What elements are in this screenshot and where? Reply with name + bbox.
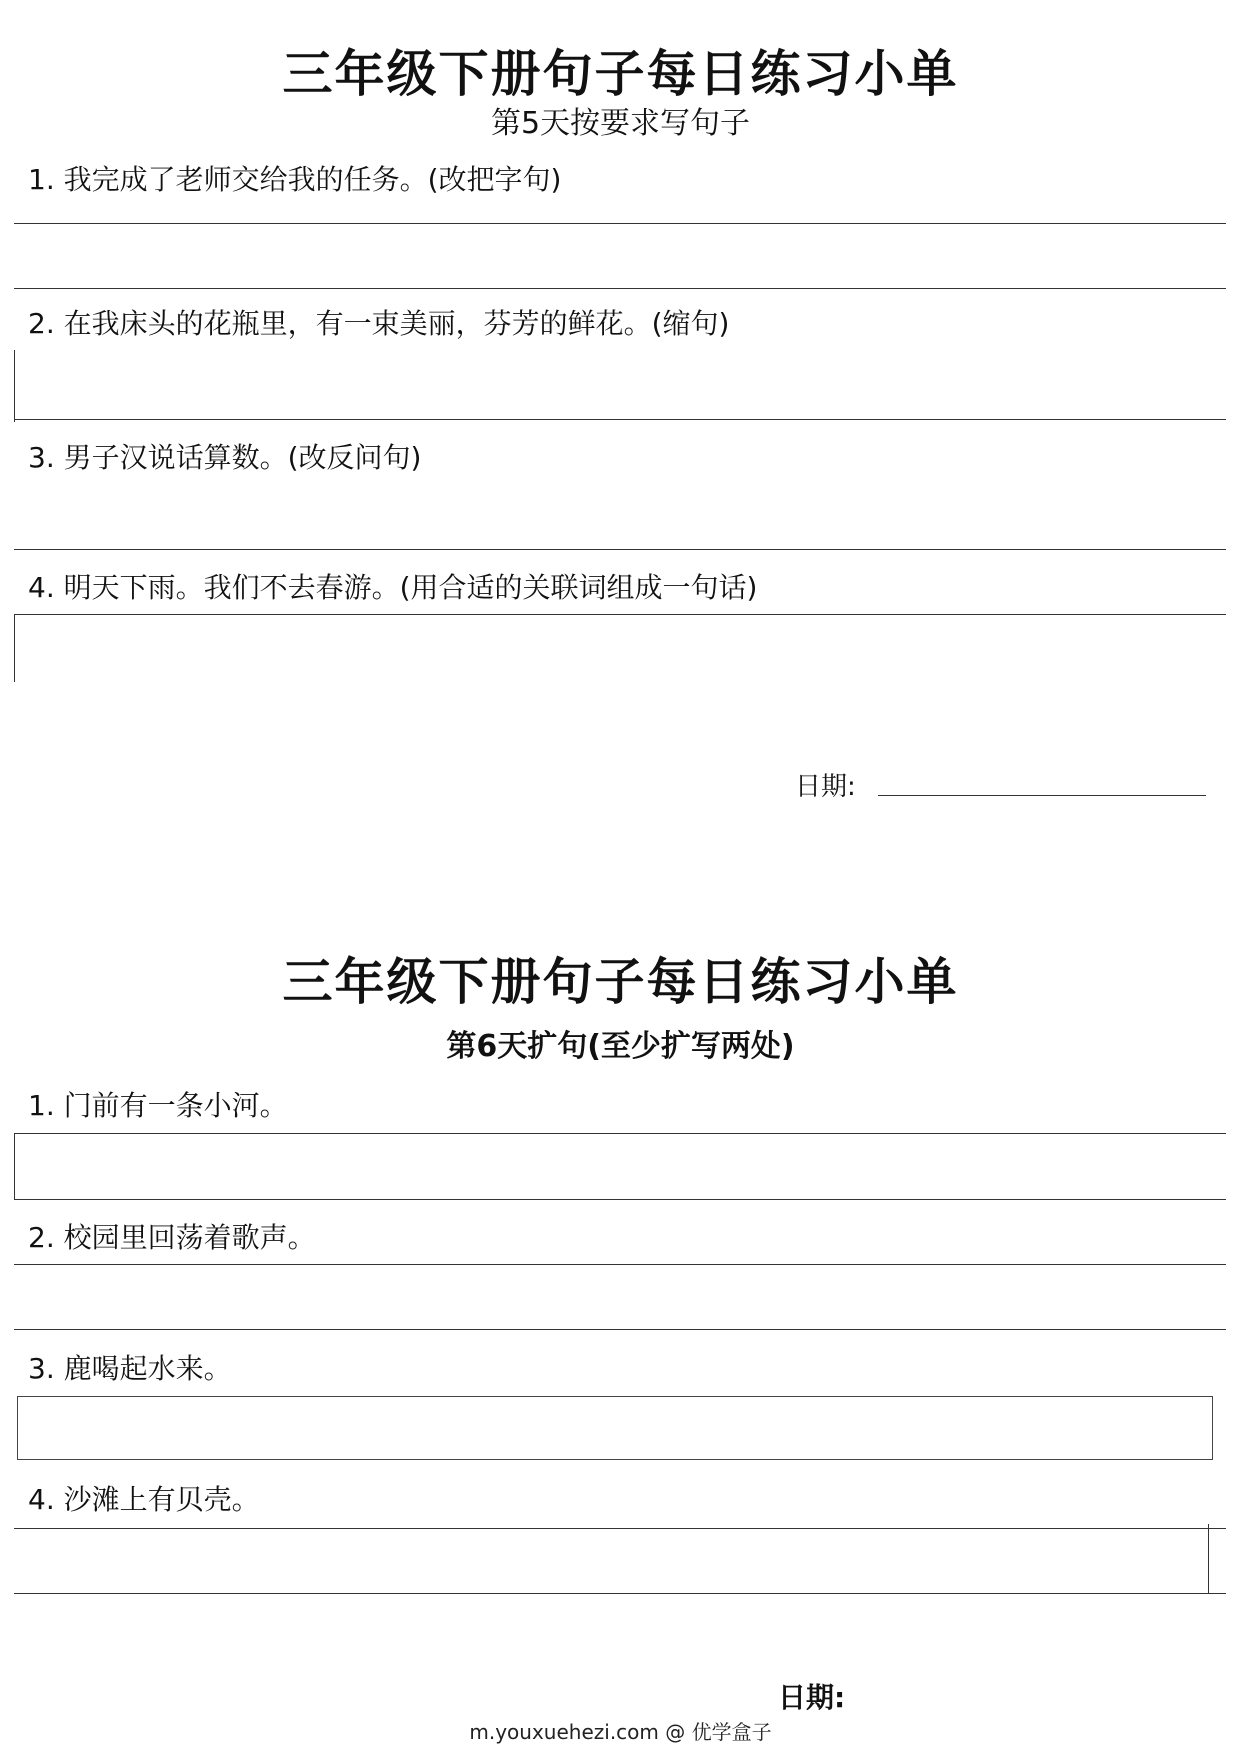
sheet2-date-label: 日期: — [778, 1681, 846, 1714]
answer-line[interactable] — [14, 614, 1226, 615]
answer-line[interactable] — [14, 223, 1226, 224]
answer-line[interactable] — [14, 1329, 1226, 1330]
answer-box-edge — [14, 1133, 15, 1199]
sheet2-question-2: 2. 校园里回荡着歌声。 — [28, 1221, 316, 1254]
sheet1-title: 三年级下册句子每日练习小单 — [282, 45, 959, 103]
sheet2-question-4: 4. 沙滩上有贝壳。 — [28, 1483, 260, 1516]
sheet2-subtitle: 第6天扩句(至少扩写两处) — [446, 1029, 795, 1064]
sheet2-title: 三年级下册句子每日练习小单 — [282, 953, 959, 1011]
sheet1-date-input-line[interactable] — [878, 795, 1206, 796]
sheet1-question-2: 2. 在我床头的花瓶里，有一束美丽，芬芳的鲜花。(缩句) — [28, 307, 730, 340]
answer-line[interactable] — [14, 1199, 1226, 1200]
sheet1-question-1: 1. 我完成了老师交给我的任务。(改把字句) — [28, 163, 562, 196]
divider-line — [14, 288, 1226, 289]
sheet2-question-1: 1. 门前有一条小河。 — [28, 1089, 288, 1122]
answer-box[interactable] — [17, 1396, 1213, 1460]
answer-line[interactable] — [14, 549, 1226, 550]
sheet1-date-label: 日期: — [795, 772, 856, 802]
answer-line[interactable] — [14, 1264, 1226, 1265]
sheet1-question-3: 3. 男子汉说话算数。(改反问句) — [28, 441, 422, 474]
answer-box-edge — [14, 614, 15, 682]
answer-line[interactable] — [14, 419, 1226, 420]
sheet2-question-3: 3. 鹿喝起水来。 — [28, 1352, 232, 1385]
answer-box-edge — [1208, 1524, 1209, 1594]
sheet1-subtitle: 第5天按要求写句子 — [490, 106, 751, 141]
answer-box-edge — [14, 350, 15, 422]
answer-line[interactable] — [14, 1528, 1226, 1529]
sheet1-question-4: 4. 明天下雨。我们不去春游。(用合适的关联词组成一句话) — [28, 571, 758, 604]
footer-watermark: m.youxuehezi.com @ 优学盒子 — [469, 1720, 772, 1744]
answer-line[interactable] — [14, 1133, 1226, 1134]
answer-line[interactable] — [14, 1593, 1226, 1594]
